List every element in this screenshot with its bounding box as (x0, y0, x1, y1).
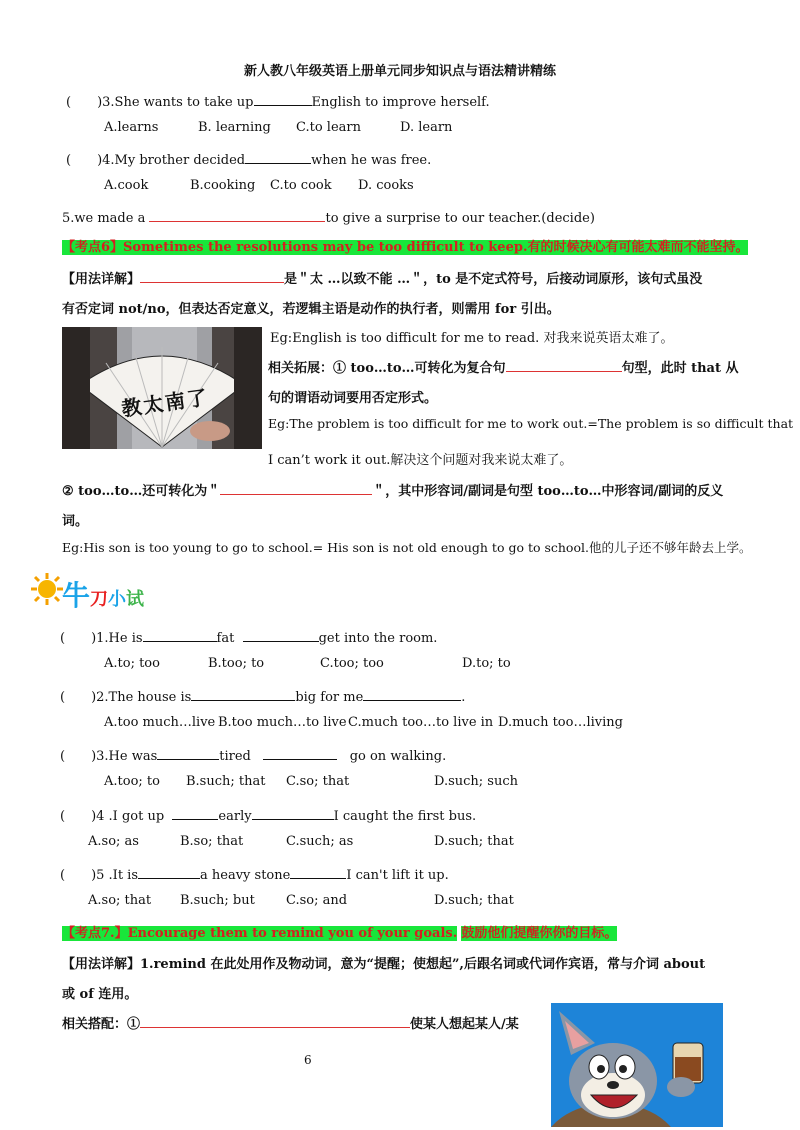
usage-6-label: 【用法详解】 (62, 272, 141, 287)
q3-option-d: D. learn (400, 120, 453, 135)
question-5-suffix: to give a surprise to our teacher.(decide) (325, 211, 595, 226)
answer-blank[interactable] (143, 627, 217, 642)
usage-6-line-2: 有否定词 not/no，但表达否定意义，若逻辑主语是动作的执行者，则需用 for 引出。 (62, 302, 560, 317)
practice-title-char-4: 试 (126, 589, 145, 610)
point-6-heading (62, 236, 748, 255)
extension-1-prefix: 相关拓展：① too…to…可转化为复合句 (268, 361, 506, 376)
usage-6-line-1 (62, 268, 702, 287)
question-3-prefix: ( )3.She wants to take up (66, 95, 254, 110)
answer-blank[interactable] (363, 686, 461, 701)
practice-1-c: get into the room. (318, 631, 438, 646)
extension-2-suffix: ＂，其中形容词/副词是句型 too…to…中形容词/副词的反义 (372, 484, 724, 499)
p5-option-c: C.so; and (286, 893, 348, 908)
usage-7-text: 1.remind 在此处用作及物动词，意为“提醒；使想起”,后跟名词或代词作宾语，常与介词 about (140, 957, 706, 972)
point-7-tag: 【考点7.】 (62, 926, 128, 941)
p4-option-b: B.so; that (180, 834, 244, 849)
p5-option-a: A.so; that (88, 893, 152, 908)
extension-2 (62, 480, 723, 499)
answer-blank[interactable] (138, 864, 200, 879)
example-2-line-1: Eg:The problem is too difficult for me to work out.=The problem is so difficult that (268, 416, 794, 431)
collocation-suffix: 使某人想起某人/某 (410, 1017, 519, 1032)
usage-6-text-a: 是＂太 …以致不能 …＂，to 是不定式符号，后接动词原形，该句式虽没 (284, 272, 703, 287)
point-6-chinese: 有的时候决心有可能太难而不能坚持。 (527, 240, 749, 255)
point-7-heading (62, 922, 617, 941)
extension-1-suffix: 句型，此时 that 从 (621, 361, 739, 376)
p1-option-d: D.to; to (462, 656, 511, 671)
practice-title (62, 574, 144, 614)
answer-blank[interactable] (149, 207, 325, 222)
fan-photo (62, 327, 262, 449)
extension-1 (268, 357, 739, 376)
practice-3-a: ( )3.He was (60, 749, 158, 764)
answer-blank[interactable] (290, 864, 346, 879)
q4-option-a: A.cook (104, 178, 149, 193)
p5-option-d: D.such; that (434, 893, 514, 908)
practice-5-b: a heavy stone (200, 868, 291, 883)
practice-3-b: tired (219, 749, 251, 764)
p1-option-a: A.to; too (104, 656, 160, 671)
q3-option-b: B. learning (198, 120, 271, 135)
point-6-english: Sometimes the resolutions may be too difficult to keep. (123, 240, 528, 255)
p1-option-c: C.too; too (320, 656, 384, 671)
answer-blank[interactable] (191, 686, 295, 701)
p3-option-b: B.such; that (186, 774, 266, 789)
q3-option-c: C.to learn (296, 120, 361, 135)
p4-option-d: D.such; that (434, 834, 514, 849)
p2-option-b: B.too much…to live (218, 715, 347, 730)
extension-2-prefix: ② too…to…还可转化为＂ (62, 484, 221, 499)
practice-title-char-2: 刀 (90, 589, 109, 610)
answer-blank[interactable] (140, 1013, 410, 1028)
point-7-chinese: 鼓励他们提醒你你的目标。 (461, 926, 618, 941)
practice-4-a: ( )4 .I got up (60, 809, 165, 824)
practice-title-char-1: 牛 (62, 579, 91, 612)
example-3: Eg:His son is too young to go to school.= His son is not old enough to go to school.他的儿子还不够年龄去上学。 (62, 540, 752, 555)
practice-title-char-3: 小 (108, 589, 127, 610)
answer-blank[interactable] (243, 627, 319, 642)
question-4-prefix: ( )4.My brother decided (66, 153, 246, 168)
practice-1 (60, 627, 437, 646)
practice-3-c: go on walking. (349, 749, 447, 764)
example-2-line-2: I can’t work it out.解决这个问题对我来说太难了。 (268, 453, 573, 468)
answer-blank[interactable] (252, 805, 334, 820)
collocation-prefix: 相关搭配：① (62, 1017, 141, 1032)
practice-4-b: early (218, 809, 252, 824)
p3-option-a: A.too; to (104, 774, 160, 789)
answer-blank[interactable] (172, 805, 218, 820)
practice-2-a: ( )2.The house is (60, 690, 192, 705)
question-4-suffix: when he was free. (311, 153, 432, 168)
p3-option-d: D.such; such (434, 774, 518, 789)
p2-option-d: D.much too…living (498, 715, 623, 730)
usage-7-label: 【用法详解】 (62, 957, 141, 972)
p4-option-a: A.so; as (88, 834, 139, 849)
practice-4 (60, 805, 476, 824)
practice-5-a: ( )5 .It is (60, 868, 139, 883)
question-5 (62, 207, 595, 226)
practice-5-c: I can't lift it up. (346, 868, 449, 883)
extension-2-line-2: 词。 (62, 514, 89, 529)
practice-1-b: fat (216, 631, 235, 646)
question-3-suffix: English to improve herself. (311, 95, 490, 110)
practice-2-c: . (461, 690, 466, 705)
p5-option-b: B.such; but (180, 893, 255, 908)
practice-5 (60, 864, 449, 883)
practice-2-b: big for me (295, 690, 364, 705)
answer-blank[interactable] (263, 745, 337, 760)
extension-1-line-2: 句的谓语动词要用否定形式。 (268, 391, 438, 406)
answer-blank[interactable] (157, 745, 219, 760)
answer-blank[interactable] (140, 268, 284, 283)
practice-4-c: I caught the first bus. (333, 809, 477, 824)
collocation (62, 1013, 519, 1032)
p2-option-a: A.too much…live (104, 715, 216, 730)
q4-option-b: B.cooking (190, 178, 256, 193)
practice-3 (60, 745, 446, 764)
q4-option-d: D. cooks (358, 178, 414, 193)
point-7-english: Encourage them to remind you of your goals. (127, 926, 458, 941)
example-1: Eg:English is too difficult for me to read. 对我来说英语太难了。 (270, 331, 674, 346)
q4-option-c: C.to cook (270, 178, 332, 193)
p4-option-c: C.such; as (286, 834, 354, 849)
question-4 (66, 149, 431, 168)
answer-blank[interactable] (245, 149, 311, 164)
p1-option-b: B.too; to (208, 656, 265, 671)
answer-blank[interactable] (254, 91, 312, 106)
answer-blank[interactable] (220, 480, 372, 495)
q3-option-a: A.learns (104, 120, 159, 135)
p3-option-c: C.so; that (286, 774, 350, 789)
sun-icon (30, 572, 64, 606)
question-3 (66, 91, 490, 110)
fan-caption: 教太南了 (119, 384, 211, 421)
point-6-tag: 【考点6】 (62, 240, 124, 255)
answer-blank[interactable] (506, 357, 622, 372)
page-number: 6 (304, 1053, 312, 1067)
practice-1-a: ( )1.He is (60, 631, 143, 646)
usage-7-line-1 (62, 953, 705, 972)
page-header: 新人教八年级英语上册单元同步知识点与语法精讲精练 (243, 64, 556, 79)
p2-option-c: C.much too…to live in (348, 715, 494, 730)
usage-7-line-2: 或 of 连用。 (62, 987, 138, 1002)
question-5-prefix: 5.we made a (62, 211, 146, 226)
cartoon-cat-image (551, 1003, 723, 1127)
practice-2 (60, 686, 465, 705)
